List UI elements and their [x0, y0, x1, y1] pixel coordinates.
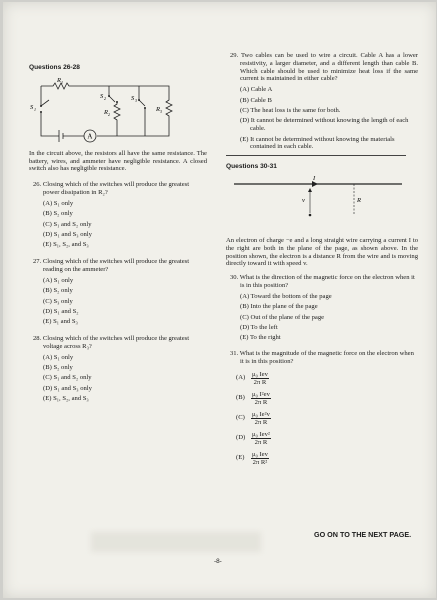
resistor-r2-label: R — [104, 108, 108, 116]
answer-option: (B) $\frac{\text{μ₀ I²ev}}{\text{2π R}}$ — [236, 390, 270, 406]
question-text: Closing which of the switches will produce the greatest power dissipation in R₂? — [42, 181, 190, 196]
exam-page — [3, 2, 436, 598]
right-column — [226, 52, 418, 471]
question-31 — [226, 350, 418, 466]
question-text: What is the direction of the magnetic force on the electron when it is in this position? — [239, 274, 415, 289]
answer-option: (E) S₁ and S₃ — [43, 318, 78, 326]
answer-option: (A) Toward the bottom of the page — [240, 292, 332, 300]
circuit-diagram — [29, 78, 179, 144]
fraction: μ₀ Iev 2π R — [252, 370, 268, 386]
distance-label: R — [357, 196, 361, 204]
velocity-label: v — [302, 196, 305, 204]
wire-intro: An electron of charge −e and a long straight wire carrying a current I to the right are both in the plane of the page, as shown above. In the position shown, the electron is a distance R from the wire and is moving directly toward it with speed v. — [226, 236, 418, 268]
answer-option: (E) To the right — [240, 334, 281, 342]
fraction: $\frac{\text{μ₀ Ie²v}}{\text{2π R}}$ — [252, 410, 270, 426]
resistor-r2-subscript: 2 — [108, 111, 110, 117]
answer-option: (A) S₁ only — [43, 353, 74, 361]
question-number: 31. — [230, 350, 239, 358]
answer-option: (C) S₁ and S₂ only — [43, 220, 92, 228]
answer-option: (C) The heat loss is the same for both. — [240, 106, 341, 114]
switch-s2-label: S — [100, 92, 104, 100]
left-column — [29, 64, 207, 406]
section-title-30-31: Questions 30-31 — [226, 163, 277, 171]
answer-option: (A) S₁ only — [43, 276, 74, 284]
wire-diagram — [226, 175, 406, 223]
current-label: I — [313, 174, 316, 182]
question-number: 28. — [33, 335, 42, 343]
question-text: Two cables can be used to wire a circuit. Cable A has a lower resistivity, a larger diameter, and a different length than cable B. Which cable should be used to minimize heat loss if the same current is maintained in either cable? — [240, 52, 418, 83]
fraction: μ₀ Iev² 2π R — [252, 430, 270, 446]
scan-smudge — [91, 532, 261, 552]
question-number: 26. — [33, 181, 42, 189]
answer-option: (D) S₁ and S₃ only — [43, 384, 92, 392]
question-number: 30. — [230, 274, 239, 282]
answer-option: (B) Cable B — [240, 96, 272, 104]
question-number: 29. — [230, 52, 239, 59]
answer-option: (C) $\frac{\text{μ₀ Ie²v}}{\text{2π R}}$ — [236, 410, 270, 426]
answer-option: (E) S₁, S₂, and S₃ — [43, 241, 89, 249]
next-page-notice: GO ON TO THE NEXT PAGE. — [314, 530, 412, 539]
ammeter-label: A — [87, 132, 93, 141]
section-title-26-28: Questions 26-28 — [29, 64, 80, 71]
question-text: Closing which of the switches will produce the greatest voltage across R₃? — [42, 335, 190, 350]
page-number: -8- — [214, 558, 222, 565]
switch-s2-subscript: 2 — [104, 95, 106, 101]
answer-option: (B) S₂ only — [43, 210, 73, 218]
answer-option: (E) S₁, S₂, and S₃ — [43, 395, 89, 403]
switch-s1-subscript: 1 — [34, 106, 36, 112]
fraction: μ₀ Iev 2π R² — [252, 450, 268, 466]
question-30 — [226, 274, 418, 342]
switch-s3-label: S — [131, 94, 135, 102]
question-26 — [29, 181, 207, 249]
question-number: 27. — [33, 258, 42, 266]
resistor-r3-label: R — [156, 105, 160, 113]
circuit-intro: In the circuit above, the resistors all have the same resistance. The battery, wires, and ammeter have negligible resistance. A closed switch also has negligible resistance. — [29, 149, 207, 173]
answer-option: (B) Into the plane of the page — [240, 303, 318, 311]
answer-option: (D) S₁ and S₂ — [43, 307, 79, 315]
resistor-r1-subscript: 1 — [61, 79, 63, 85]
question-28 — [29, 335, 207, 403]
answer-option: (B) S₂ only — [43, 364, 73, 372]
question-27 — [29, 258, 207, 326]
answer-option: (C) Out of the plane of the page — [240, 313, 325, 321]
answer-option: (D) S₁ and S₃ only — [43, 230, 92, 238]
question-text: Closing which of the switches will produce the greatest reading on the ammeter? — [42, 258, 190, 273]
section-divider — [226, 155, 406, 156]
question-text: What is the magnitude of the magnetic force on the electron when it is in this position? — [239, 350, 414, 365]
answer-option: (A) Cable A — [240, 86, 273, 94]
switch-s1-label: S — [30, 103, 34, 111]
answer-option: (A) μ₀ Iev 2π R — [236, 370, 268, 386]
answer-option: (D) It cannot be determined without knowing the length of each cable. — [240, 117, 409, 133]
answer-option: (A) S₁ only — [43, 199, 74, 207]
answer-option: (E) μ₀ Iev 2π R² — [236, 450, 268, 466]
answer-option: (C) S₃ only — [43, 297, 73, 305]
resistor-r3-subscript: 3 — [160, 108, 162, 114]
answer-option: (C) S₁ and S₂ only — [43, 374, 92, 382]
answer-option: (D) μ₀ Iev² 2π R — [236, 430, 270, 446]
switch-s3-subscript: 3 — [135, 97, 137, 103]
answer-option: (B) S₂ only — [43, 287, 73, 295]
fraction: $\frac{\text{μ₀ I²ev}}{\text{2π R}}$ — [252, 390, 270, 406]
question-29 — [226, 52, 418, 151]
answer-option: (D) To the left — [240, 323, 278, 331]
answer-option: (E) It cannot be determined without knowing the materials contained in each cable. — [240, 135, 395, 151]
resistor-r1-label: R — [57, 77, 61, 84]
